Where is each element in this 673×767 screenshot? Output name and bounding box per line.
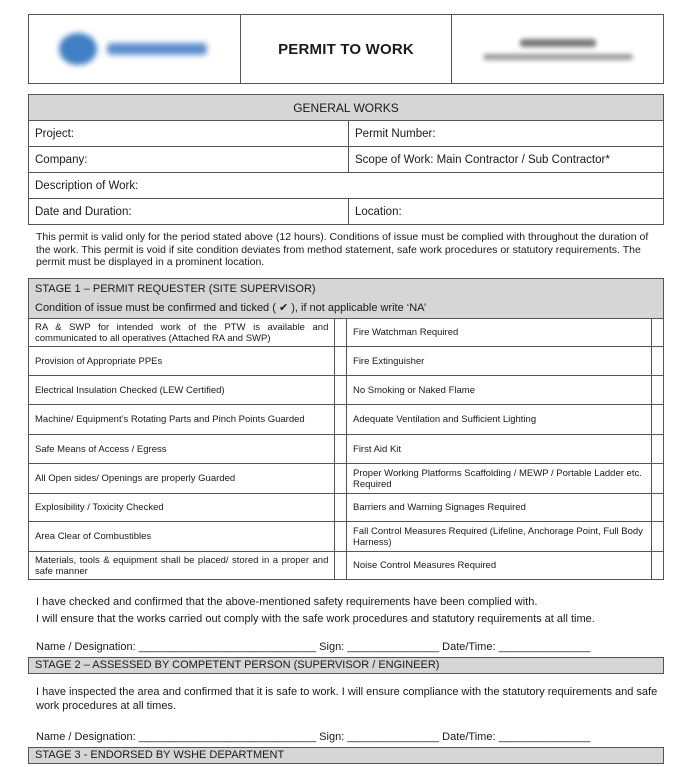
condition-label: Provision of Appropriate PPEs bbox=[29, 347, 335, 376]
validity-notice: This permit is valid only for the period stated above (12 hours). Conditions of issue must be complied with throughout the duration of the work. This permit is void if site condition deviates from method statement, safe work procedures or statutory requirements. The permit must be displayed in a prominent location. bbox=[36, 231, 649, 268]
company-logo bbox=[29, 15, 241, 83]
stage2-title: STAGE 2 – ASSESSED BY COMPETENT PERSON (SUPERVISOR / ENGINEER) bbox=[28, 657, 664, 674]
stage1-table bbox=[28, 278, 664, 580]
contractor-logo bbox=[452, 15, 663, 83]
project-field[interactable]: Project: bbox=[29, 121, 349, 147]
condition-checkbox[interactable] bbox=[335, 435, 347, 464]
blurred-contractor-address bbox=[483, 54, 633, 60]
condition-label: First Aid Kit bbox=[347, 435, 652, 464]
stage1-instruction: Condition of issue must be confirmed and ticked ( ✔ ), if not applicable write ‘NA’ bbox=[29, 299, 664, 319]
permit-number-field[interactable]: Permit Number: bbox=[349, 121, 664, 147]
stage2-statement: I have inspected the area and confirmed that it is safe to work. I will ensure compliance with the statutory requirements and safe work procedures at all times. bbox=[36, 686, 658, 712]
company-field[interactable]: Company: bbox=[29, 147, 349, 173]
condition-label: Electrical Insulation Checked (LEW Certified) bbox=[29, 376, 335, 405]
stage1-confirmation bbox=[36, 594, 662, 628]
condition-checkbox[interactable] bbox=[652, 347, 664, 376]
stage3-title: STAGE 3 - ENDORSED BY WSHE DEPARTMENT bbox=[28, 747, 664, 764]
condition-checkbox[interactable] bbox=[652, 405, 664, 435]
condition-label: Safe Means of Access / Egress bbox=[29, 435, 335, 464]
condition-label: Explosibility / Toxicity Checked bbox=[29, 494, 335, 522]
condition-checkbox[interactable] bbox=[335, 464, 347, 494]
condition-checkbox[interactable] bbox=[335, 347, 347, 376]
condition-checkbox[interactable] bbox=[335, 552, 347, 580]
confirmation-line-1: I have checked and confirmed that the above-mentioned safety requirements have been complied with. bbox=[36, 596, 538, 608]
confirmation-line-2: I will ensure that the works carried out comply with the safe work procedures and statutory requirements at all time. bbox=[36, 613, 595, 625]
condition-checkbox[interactable] bbox=[652, 319, 664, 347]
location-field[interactable]: Location: bbox=[349, 199, 664, 225]
blurred-contractor-name bbox=[520, 39, 596, 47]
page-title: PERMIT TO WORK bbox=[241, 15, 453, 83]
condition-label: Area Clear of Combustibles bbox=[29, 522, 335, 552]
condition-checkbox[interactable] bbox=[652, 522, 664, 552]
condition-label: Adequate Ventilation and Sufficient Lighting bbox=[347, 405, 652, 435]
date-duration-field[interactable]: Date and Duration: bbox=[29, 199, 349, 225]
condition-checkbox[interactable] bbox=[652, 376, 664, 405]
condition-label: RA & SWP for intended work of the PTW is available and communicated to all operatives (Attached RA and SWP) bbox=[29, 319, 335, 347]
condition-label: Machine/ Equipment’s Rotating Parts and Pinch Points Guarded bbox=[29, 405, 335, 435]
general-works-table bbox=[28, 94, 664, 225]
permit-header bbox=[28, 14, 664, 84]
condition-label: Materials, tools & equipment shall be placed/ stored in a proper and safe manner bbox=[29, 552, 335, 580]
general-works-title: GENERAL WORKS bbox=[29, 95, 664, 121]
condition-checkbox[interactable] bbox=[652, 464, 664, 494]
condition-label: Barriers and Warning Signages Required bbox=[347, 494, 652, 522]
scope-field[interactable]: Scope of Work: Main Contractor / Sub Contractor* bbox=[349, 147, 664, 173]
condition-label: Proper Working Platforms Scaffolding / MEWP / Portable Ladder etc. Required bbox=[347, 464, 652, 494]
condition-checkbox[interactable] bbox=[335, 522, 347, 552]
blurred-logo-image bbox=[59, 33, 209, 65]
condition-label: All Open sides/ Openings are properly Guarded bbox=[29, 464, 335, 494]
condition-label: Fire Watchman Required bbox=[347, 319, 652, 347]
condition-checkbox[interactable] bbox=[335, 494, 347, 522]
condition-checkbox[interactable] bbox=[652, 435, 664, 464]
condition-label: Fire Extinguisher bbox=[347, 347, 652, 376]
condition-checkbox[interactable] bbox=[652, 494, 664, 522]
stage2-signature-line[interactable]: Name / Designation: _____________________________ Sign: _______________ Date/Time: _______________ bbox=[36, 731, 591, 743]
condition-checkbox[interactable] bbox=[652, 552, 664, 580]
condition-checkbox[interactable] bbox=[335, 319, 347, 347]
condition-label: Fall Control Measures Required (Lifeline, Anchorage Point, Full Body Harness) bbox=[347, 522, 652, 552]
stage1-signature-line[interactable]: Name / Designation: _____________________________ Sign: _______________ Date/Time: _______________ bbox=[36, 641, 591, 653]
condition-label: No Smoking or Naked Flame bbox=[347, 376, 652, 405]
stage1-title: STAGE 1 – PERMIT REQUESTER (SITE SUPERVISOR) bbox=[29, 279, 664, 300]
description-field[interactable]: Description of Work: bbox=[29, 173, 664, 199]
condition-label: Noise Control Measures Required bbox=[347, 552, 652, 580]
condition-checkbox[interactable] bbox=[335, 376, 347, 405]
condition-checkbox[interactable] bbox=[335, 405, 347, 435]
